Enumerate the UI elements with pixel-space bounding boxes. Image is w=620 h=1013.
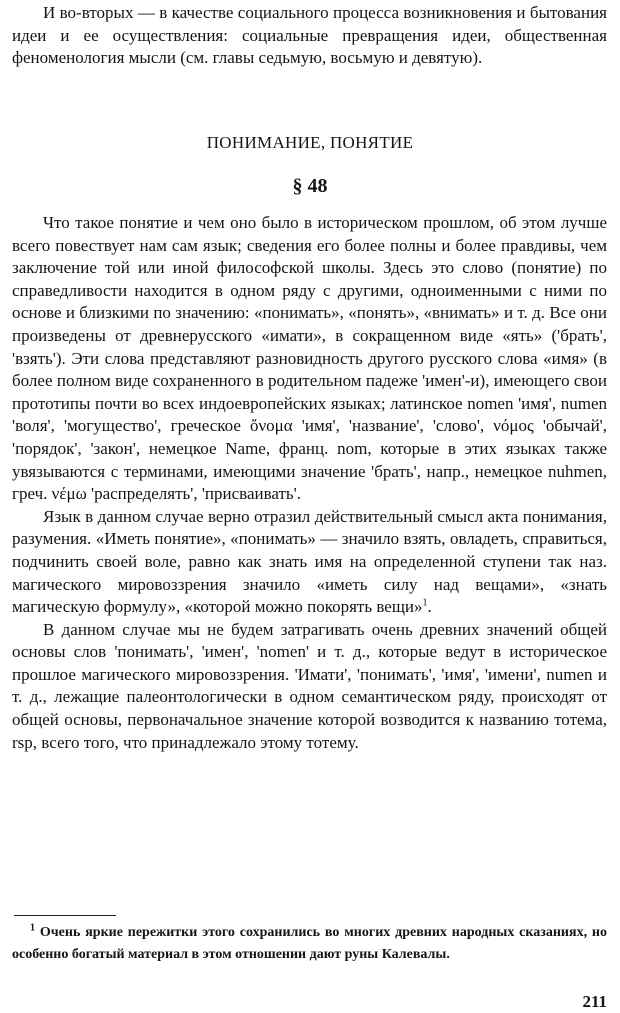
footnote-block — [12, 922, 607, 965]
footnote-reference: 1 — [422, 597, 428, 609]
page-number: 211 — [582, 992, 607, 1011]
section-number: § 48 — [292, 175, 328, 197]
paragraph-2: Язык в данном случае верно отразил действительный смысл акта понимания, разумения. «Иметь понятие», «понимать» — значило взять, овладеть, справиться, подчинить своей воле, равно как знать имя на определенной ступени так наз. магического мировоззрения значило «иметь силу над вещами», «знать магическую формулу», «которой можно покорять вещи»$^1$. — [12, 506, 607, 617]
footnote-text: Очень яркие пережитки этого сохранились во многих древних народных сказаниях, но особенно богатый материал в этом отношении дают руны Калевалы. — [12, 925, 608, 962]
intro-block — [12, 2, 607, 70]
body-text — [12, 212, 607, 754]
paragraph-2-text: Язык в данном случае верно отразил действительный смысл акта понимания, разумения. «Иметь понятие», «понимать» — значило взять, овладеть, справиться, подчинить своей воле, равно как знать имя на определенной ступени так наз. магического мировоззрения значило «иметь силу над вещами», «знать магическую формулу», «которой можно покорять вещи» — [12, 506, 607, 617]
paragraph-3: В данном случае мы не будем затрагивать очень древних значений общей основы слов 'понимать', 'имен', 'nomen' и т. д., которые ведут в историческое прошлое магического мировоззрения. 'Имати', 'понимать', 'имя', 'имени', numen и т. д., лежащие палеонтологически в одном семантическом ряду, происходят от общей основы, первоначальное значение которой возводится к названию тотема, rsp, всего того, что принадлежало этому тотему. — [12, 619, 607, 752]
intro-paragraph: И во-вторых — в качестве социального процесса возникновения и бытования идеи и ее осуществления: социальные превращения идеи, общественная феноменология мысли (см. главы седьмую, восьмую и девятую). — [12, 3, 607, 68]
footnote-marker: 1 — [30, 922, 35, 934]
paragraph-1: Что такое понятие и чем оно было в историческом прошлом, об этом лучше всего повествует нам сам язык; сведения его более полны и более правдивы, чем заключение той или иной философской школы. Здесь это слово (понятие) по справедливости находится в одном ряду с другими, одноименными с ними по основе и близкими по значению: «понимать», «понять», «внимать» и т. д. Все они произведены от древнерусского «имати», в сокращенном виде «ять» ('брать', 'взять'). Эти слова представляют разновидность другого русского слова «имя» (в более полном виде сохраненного в родительном падеже 'имен'-и), имеющего свои прототипы почти во всех индоевропейских языках; латинское nomen 'имя', numen 'воля', 'могущество', греческое ὄνομα 'имя', 'название', 'слово', νόμος 'обычай', 'порядок', 'закон', немецкое Name, франц. nom, которые в этих языках также увязываются с терминами, имеющими значение 'брать', напр., немецкое nuhmen, греч. νέμω 'распределять', 'присваивать'. — [12, 213, 607, 504]
footnote-divider — [14, 915, 116, 916]
footnote — [12, 922, 607, 965]
chapter-heading: ПОНИМАНИЕ, ПОНЯТИЕ — [206, 133, 414, 152]
